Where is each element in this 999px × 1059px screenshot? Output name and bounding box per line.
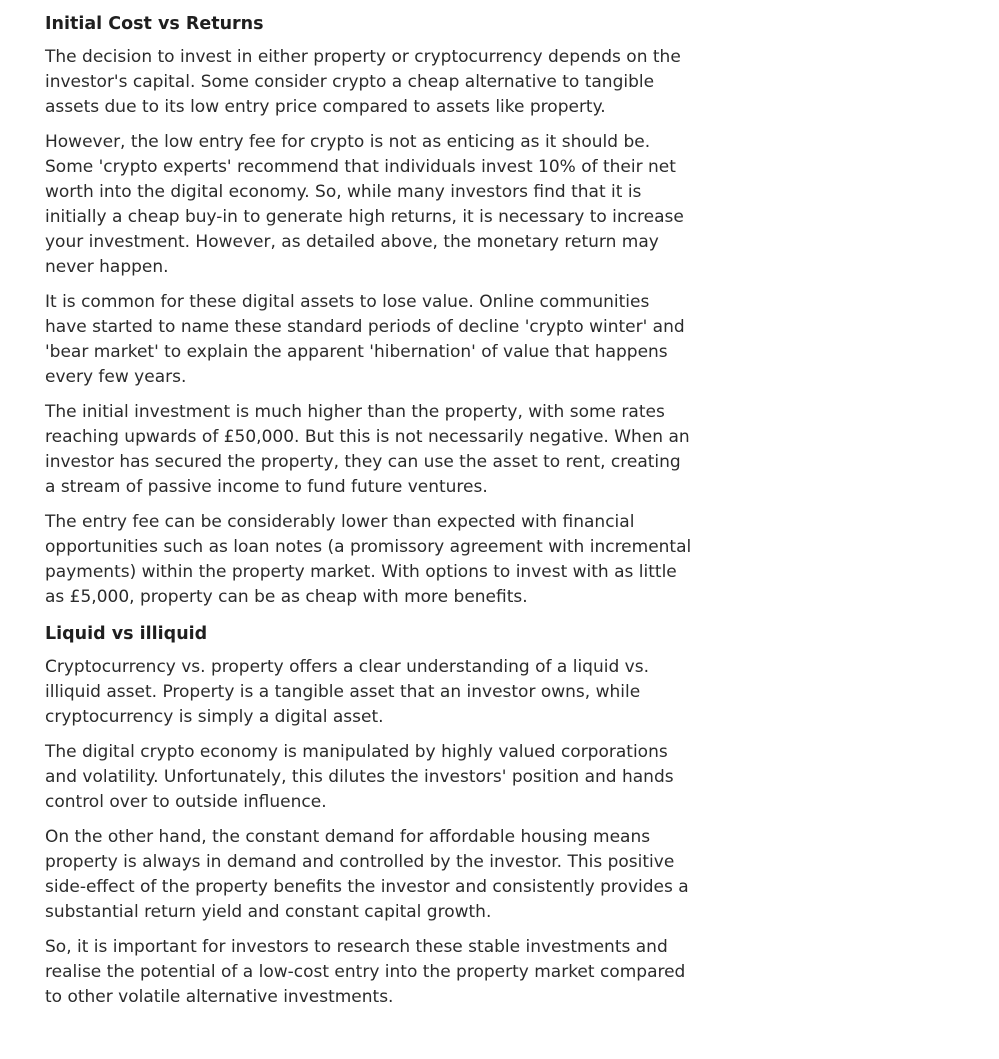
paragraph: It is common for these digital assets to lose value. Online communities have started to name these standard periods of decline 'crypto winter' and 'bear market' to explain the apparent 'hibernation' of value that happens every few years. — [45, 292, 685, 387]
paragraph: However, the low entry fee for crypto is not as enticing as it should be. Some 'crypto experts' recommend that individuals invest 10% of their net worth into the digital economy. So, while many investors find that it is initially a cheap buy-in to generate high returns, it is necessary to increase your investment. However, as detailed above, the monetary return may never happen. — [45, 132, 684, 277]
article-body — [45, 10, 695, 1020]
paragraph: The entry fee can be considerably lower than expected with financial opportunities such as loan notes (a promissory agreement with incremental payments) within the property market. With options to invest with as little as £5,000, property can be as cheap with more benefits. — [45, 512, 692, 607]
section-heading-initial-cost: Initial Cost vs Returns — [45, 14, 264, 34]
paragraph: On the other hand, the constant demand for affordable housing means property is always in demand and controlled by the investor. This positive side-effect of the property benefits the investor and consistently provides a substantial return yield and constant capital growth. — [45, 827, 689, 922]
paragraph: So, it is important for investors to research these stable investments and realise the potential of a low-cost entry into the property market compared to other volatile alternative investments. — [45, 937, 686, 1007]
paragraph: The initial investment is much higher than the property, with some rates reaching upwards of £50,000. But this is not necessarily negative. When an investor has secured the property, they can use the asset to rent, creating a stream of passive income to fund future ventures. — [45, 402, 690, 497]
paragraph: Cryptocurrency vs. property offers a clear understanding of a liquid vs. illiquid asset. Property is a tangible asset that an investor owns, while cryptocurrency is simply a digital asset. — [45, 657, 649, 727]
paragraph: The digital crypto economy is manipulated by highly valued corporations and volatility. Unfortunately, this dilutes the investors' position and hands control over to outside influence. — [45, 742, 674, 812]
paragraph: The decision to invest in either property or cryptocurrency depends on the investor's capital. Some consider crypto a cheap alternative to tangible assets due to its low entry price compared to assets like property. — [45, 47, 681, 117]
section-heading-liquid-illiquid: Liquid vs illiquid — [45, 624, 208, 644]
